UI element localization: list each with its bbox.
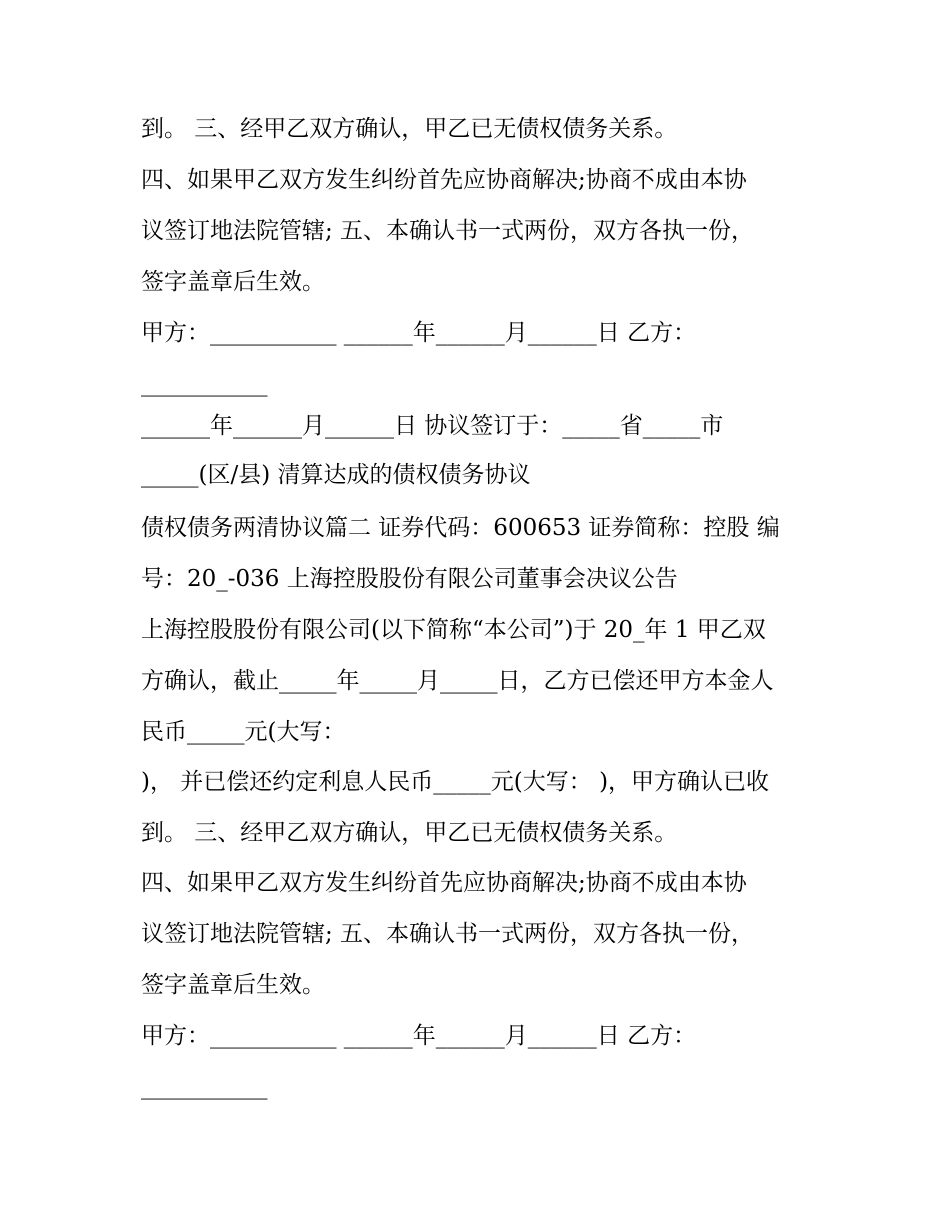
- text-line: 到。 三、经甲乙双方确认，甲乙已无债权债务关系。: [141, 116, 678, 142]
- text-line: )， 并已偿还约定利息人民币_____元(大写： )，甲方确认已收: [141, 769, 770, 795]
- text-line: ___________: [141, 371, 268, 397]
- text-line: 上海控股股份有限公司(以下简称“本公司”)于 20_年 1 甲乙双: [141, 617, 766, 643]
- text-line: 议签订地法院管辖; 五、本确认书一式两份，双方各执一份，: [141, 921, 755, 947]
- text-line: 甲方：___________ ______年______月______日 乙方：: [141, 320, 697, 346]
- text-line: 四、如果甲乙双方发生纠纷首先应协商解决;协商不成由本协: [141, 870, 747, 896]
- text-line: 四、如果甲乙双方发生纠纷首先应协商解决;协商不成由本协: [141, 167, 747, 193]
- text-line: 议签订地法院管辖; 五、本确认书一式两份，双方各执一份，: [141, 218, 755, 244]
- text-line: ___________: [141, 1074, 268, 1100]
- text-line: 签字盖章后生效。: [141, 269, 325, 295]
- text-line: 民币_____元(大写：: [141, 719, 346, 745]
- text-line: _____(区/县) 清算达成的债权债务协议: [141, 462, 531, 488]
- text-line: ______年______月______日 协议签订于：_____省_____市: [141, 413, 724, 439]
- text-line: 号：20_-036 上海控股股份有限公司董事会决议公告: [141, 566, 678, 592]
- text-line: 甲方：___________ ______年______月______日 乙方：: [141, 1023, 697, 1049]
- text-line: 方确认，截止_____年_____月_____日，乙方已偿还甲方本金人: [141, 668, 774, 694]
- text-line: 到。 三、经甲乙双方确认，甲乙已无债权债务关系。: [141, 820, 678, 846]
- text-line: 签字盖章后生效。: [141, 972, 325, 998]
- text-line: 债权债务两清协议篇二 证券代码：600653 证券简称：控股 编: [141, 515, 780, 541]
